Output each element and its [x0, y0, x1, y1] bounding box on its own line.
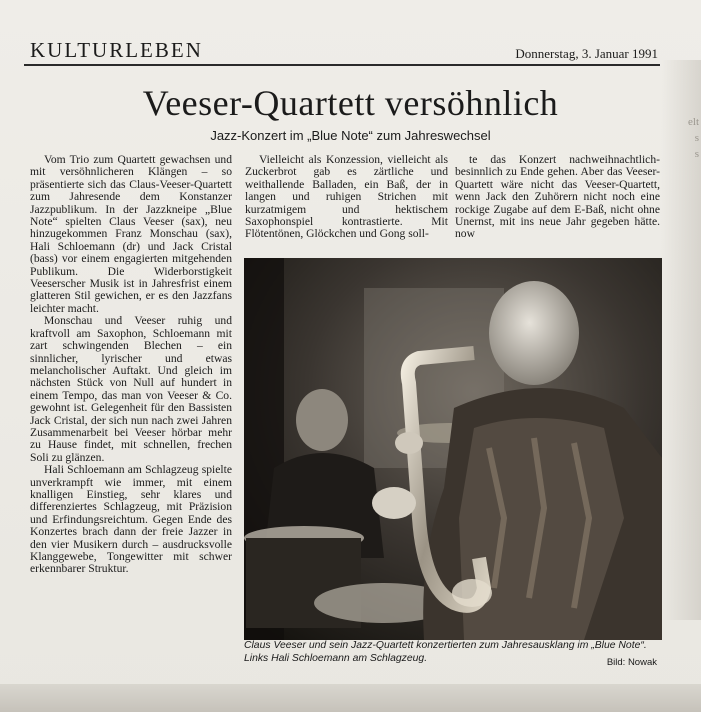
text-column-2: [245, 154, 448, 241]
article-headline: Veeser-Quartett versöhnlich: [142, 83, 559, 123]
adjacent-page-edge: [661, 60, 701, 620]
paragraph: Monschau und Veeser ruhig und kraftvoll am Saxophon, Schloemann mit zart schwingenden Blechen – ein sinnlicher, lyrischer und etwas melancholischer Auftakt. Und gleich im nächsten Stück von Null auf hundert in einem Tempo, das man von Veeser & Co. gewohnt ist. Gelegenheit für den Bassisten Jack Cristal, der sich nun nach zwei Jahren Zusammenarbeit bei Veeser hörbar mehr zu Hause findet, mit schnellen, frechen Soli zu glänzen.: [30, 314, 232, 464]
photo-credit: Bild: Nowak: [606, 657, 657, 668]
saxophonist-head: [489, 281, 579, 385]
concert-photo-illustration: [244, 258, 662, 640]
paragraph: Vom Trio zum Quartett gewachsen und mit versöhnlicheren Klängen – so präsentierte sich das Claus-Veeser-Quartett zum Jahresende dem Konstanzer Jazzpublikum. In der Jazzkneipe „Blue Note“ spielten Claus Veeser (sax), neu hinzugekommen Franz Monschau (sax), Hali Schloemann (dr) und Jack Cristal (bass) vor einem engagierten mitgehenden Publikum. Die Widerborstigkeit Veeserscher Musik ist in Jahresfrist einem glatteren Stil gewichen, er es den Jazzfans leichter macht.: [30, 153, 232, 315]
text-column-1: [30, 154, 232, 576]
paragraph: te das Konzert nachweihnachtlich-besinnlich zu Ende gehen. Aber das Veeser-Quartett wäre nicht das Veeser-Quartett, wenn Jack den Zuhörern nicht noch eine rockige Zugabe auf dem E-Baß, nicht ohne Unernst, mit ins neue Jahr gegeben hätte. now: [455, 153, 660, 241]
hand: [372, 487, 416, 519]
paragraph: Hali Schloemann am Schlagzeug spielte unverkrampft wie immer, mit einem knalligen Einstieg, sehr klares und differenziertes Schlagzeug, mit Präzision und Erfindungsreichtum. Gegen Ende des Konzertes brach dann der freie Jazzer in den vier Musikern durch – ausdrucksvolle Klanggewebe, Tongewitter mit schwer erkennbarer Struktur.: [30, 463, 232, 576]
photo-caption: Claus Veeser und sein Jazz-Quartett konzertierten zum Jahresausklang im „Blue Note“. Links Hali Schloemann am Schlagzeug.: [244, 640, 647, 664]
margin-fragment: s: [694, 148, 699, 160]
page-header: [24, 36, 664, 66]
text-column-3: [455, 154, 660, 241]
margin-fragment: s: [694, 132, 699, 144]
hand: [395, 432, 423, 454]
paragraph: Vielleicht als Konzession, vielleicht als Zuckerbrot gab es zärtliche und weithallende Balladen, ein Baß, der in langen und ruhigen Strichen mit kurzatmigem und hektischem Saxophonspiel kontrastierte. Mit Flötentönen, Glöckchen und Gong soll-: [245, 153, 448, 241]
section-title: KULTURLEBEN: [30, 38, 203, 62]
drummer-head: [296, 389, 348, 451]
scan-bottom-edge: [0, 684, 701, 712]
margin-fragment: elt: [688, 116, 699, 128]
header-rule: [24, 64, 660, 66]
article-subheadline: Jazz-Konzert im „Blue Note“ zum Jahreswechsel: [210, 128, 491, 143]
issue-date: Donnerstag, 3. Januar 1991: [515, 46, 658, 61]
concert-photo: [244, 258, 662, 640]
